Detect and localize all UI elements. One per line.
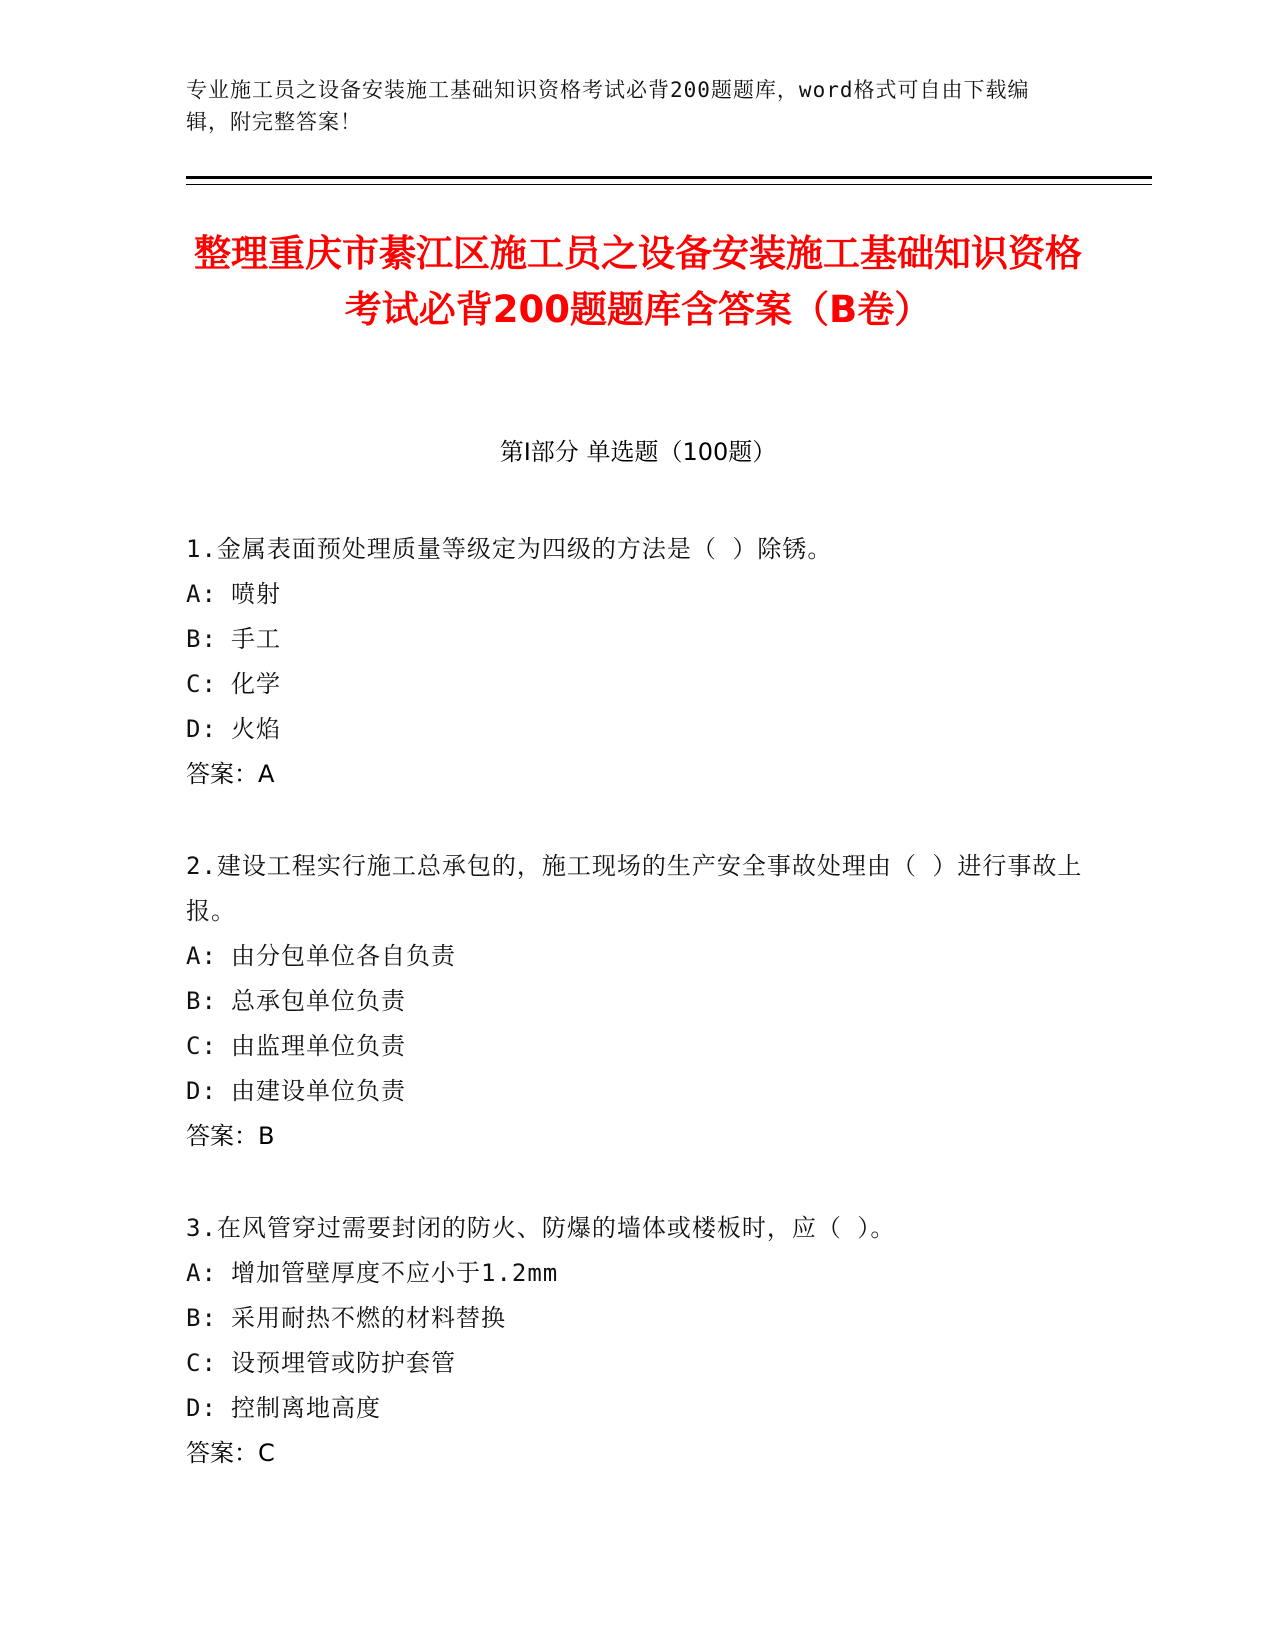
option-d	[186, 1069, 1086, 1114]
option-letter: A:	[186, 942, 217, 970]
option-c	[186, 662, 1086, 707]
option-letter: D:	[186, 715, 217, 743]
answer-line: 答案：C	[186, 1439, 275, 1467]
option-letter: A:	[186, 1259, 217, 1287]
question-text: 2.建设工程实行施工总承包的，施工现场的生产安全事故处理由（ ）进行事故上报。	[186, 852, 1083, 925]
option-text: 化学	[231, 670, 281, 698]
option-c	[186, 1024, 1086, 1069]
question-3	[186, 1206, 1086, 1476]
option-a	[186, 934, 1086, 979]
option-letter: D:	[186, 1077, 217, 1105]
question-2	[186, 844, 1086, 1159]
option-letter: B:	[186, 1304, 217, 1332]
option-text: 火焰	[231, 715, 281, 743]
option-b	[186, 1296, 1086, 1341]
option-letter: C:	[186, 670, 217, 698]
section-title: 第I部分 单选题（100题）	[499, 438, 777, 466]
question-text: 3.在风管穿过需要封闭的防火、防爆的墙体或楼板时，应（ ）。	[186, 1214, 896, 1242]
option-a	[186, 1251, 1086, 1296]
option-text: 总承包单位负责	[231, 987, 406, 1015]
document-title: 整理重庆市綦江区施工员之设备安装施工基础知识资格考试必背200题题库含答案（B卷）	[194, 232, 1082, 331]
option-text: 由建设单位负责	[231, 1077, 406, 1105]
question-1	[186, 527, 1086, 797]
header-rule-thick	[186, 176, 1152, 179]
header-rule-thin	[186, 184, 1152, 185]
option-letter: A:	[186, 580, 217, 608]
option-text: 由监理单位负责	[231, 1032, 406, 1060]
option-text: 手工	[231, 625, 281, 653]
question-list	[186, 527, 1086, 1523]
answer-line: 答案：A	[186, 760, 275, 788]
option-a	[186, 572, 1086, 617]
answer-line: 答案：B	[186, 1122, 275, 1150]
option-letter: B:	[186, 987, 217, 1015]
option-d	[186, 1386, 1086, 1431]
option-b	[186, 617, 1086, 662]
option-text: 控制离地高度	[231, 1394, 381, 1422]
option-d	[186, 707, 1086, 752]
option-text: 设预埋管或防护套管	[231, 1349, 456, 1377]
option-letter: B:	[186, 625, 217, 653]
question-text: 1.金属表面预处理质量等级定为四级的方法是（ ）除锈。	[186, 535, 833, 563]
option-text: 采用耐热不燃的材料替换	[231, 1304, 506, 1332]
option-letter: D:	[186, 1394, 217, 1422]
option-b	[186, 979, 1086, 1024]
option-text: 增加管壁厚度不应小于1.2mm	[231, 1259, 559, 1287]
option-text: 由分包单位各自负责	[231, 942, 456, 970]
option-text: 喷射	[231, 580, 281, 608]
option-letter: C:	[186, 1349, 217, 1377]
option-letter: C:	[186, 1032, 217, 1060]
header-note: 专业施工员之设备安装施工基础知识资格考试必背200题题库，word格式可自由下载编辑，附完整答案！	[186, 78, 1030, 134]
option-c	[186, 1341, 1086, 1386]
